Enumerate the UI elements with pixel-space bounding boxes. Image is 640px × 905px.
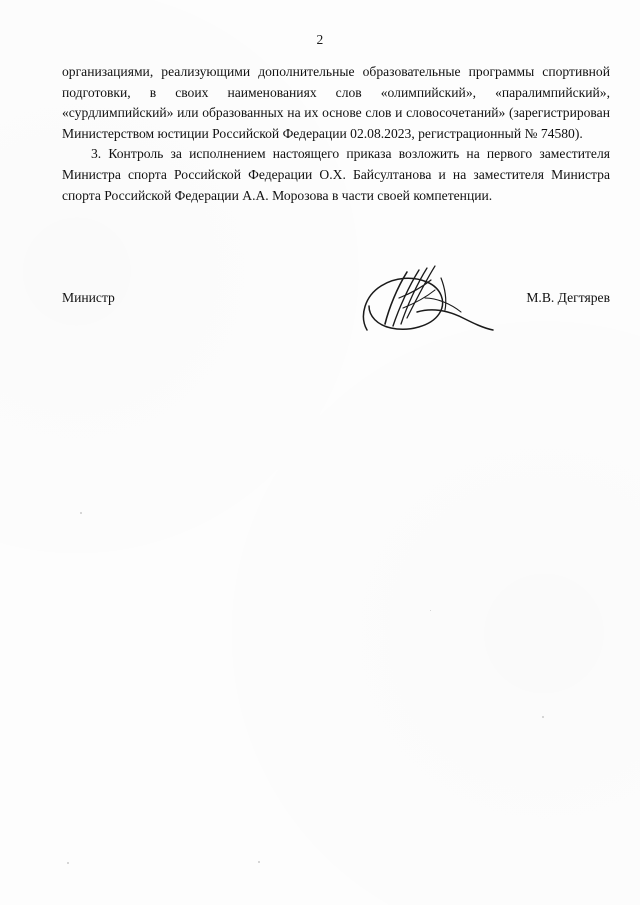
scan-speckle (430, 610, 431, 611)
signatory-title: Министр (62, 290, 115, 305)
scan-speckle (542, 716, 544, 718)
scan-speckle (67, 862, 69, 864)
signature-block (62, 290, 610, 320)
signatory-name: М.В. Дегтярев (526, 290, 610, 305)
paragraph-continuation: организациями, реализующими дополнительные образовательные программы спортивной подготовки, в своих наименованиях слов «олимпийский», «паралимпийский», «сурдлимпийский» или образованных на их основе слов и словосочетаний» (зарегистрирован Министерством юстиции Российской Федерации 02.08.2023, регистрационный № 74580). (62, 64, 610, 141)
page-number: 2 (316, 32, 324, 47)
document-body (62, 62, 610, 206)
paragraph-item-3: 3. Контроль за исполнением настоящего приказа возложить на первого заместителя Министра спорта Российской Федерации О.Х. Байсултанова и на заместителя Министра спорта Российской Федерации А.А. Морозова в части своей компетенции. (62, 146, 610, 203)
scan-speckle (80, 512, 82, 514)
scan-speckle (258, 861, 260, 863)
